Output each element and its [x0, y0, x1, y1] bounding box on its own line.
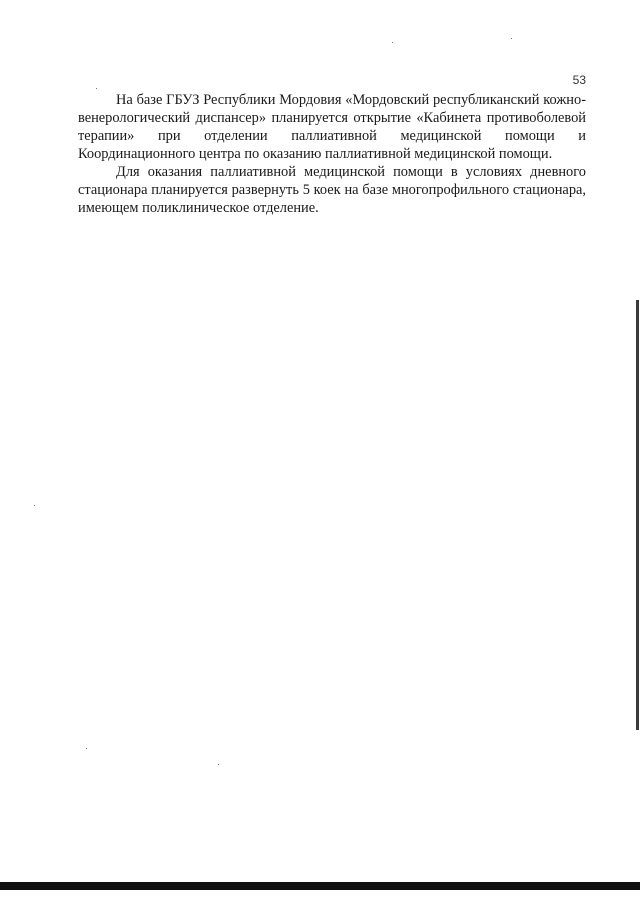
scan-speck	[511, 38, 512, 39]
scan-speck	[96, 88, 97, 89]
page-number: 53	[572, 73, 586, 87]
scan-speck	[392, 42, 393, 43]
paragraph-palliative-cabinet: На базе ГБУЗ Республики Мордовия «Мордовский республиканский кожно-венерологический диспансер» планируется открытие «Кабинета противоболевой терапии» при отделении паллиативной медицинской помощи и Координационного центра по оказанию паллиативной медицинской помощи.	[78, 92, 586, 162]
scan-edge-right	[636, 300, 639, 730]
scan-speck	[218, 764, 219, 765]
paragraph-day-hospital: Для оказания паллиативной медицинской помощи в условиях дневного стационара планируется развернуть 5 коек на базе многопрофильного стационара, имеющем поликлиническое отделение.	[78, 164, 586, 216]
scan-edge-bottom	[0, 882, 640, 890]
scan-speck	[34, 505, 35, 506]
document-body	[78, 91, 586, 217]
scan-speck	[86, 748, 87, 749]
